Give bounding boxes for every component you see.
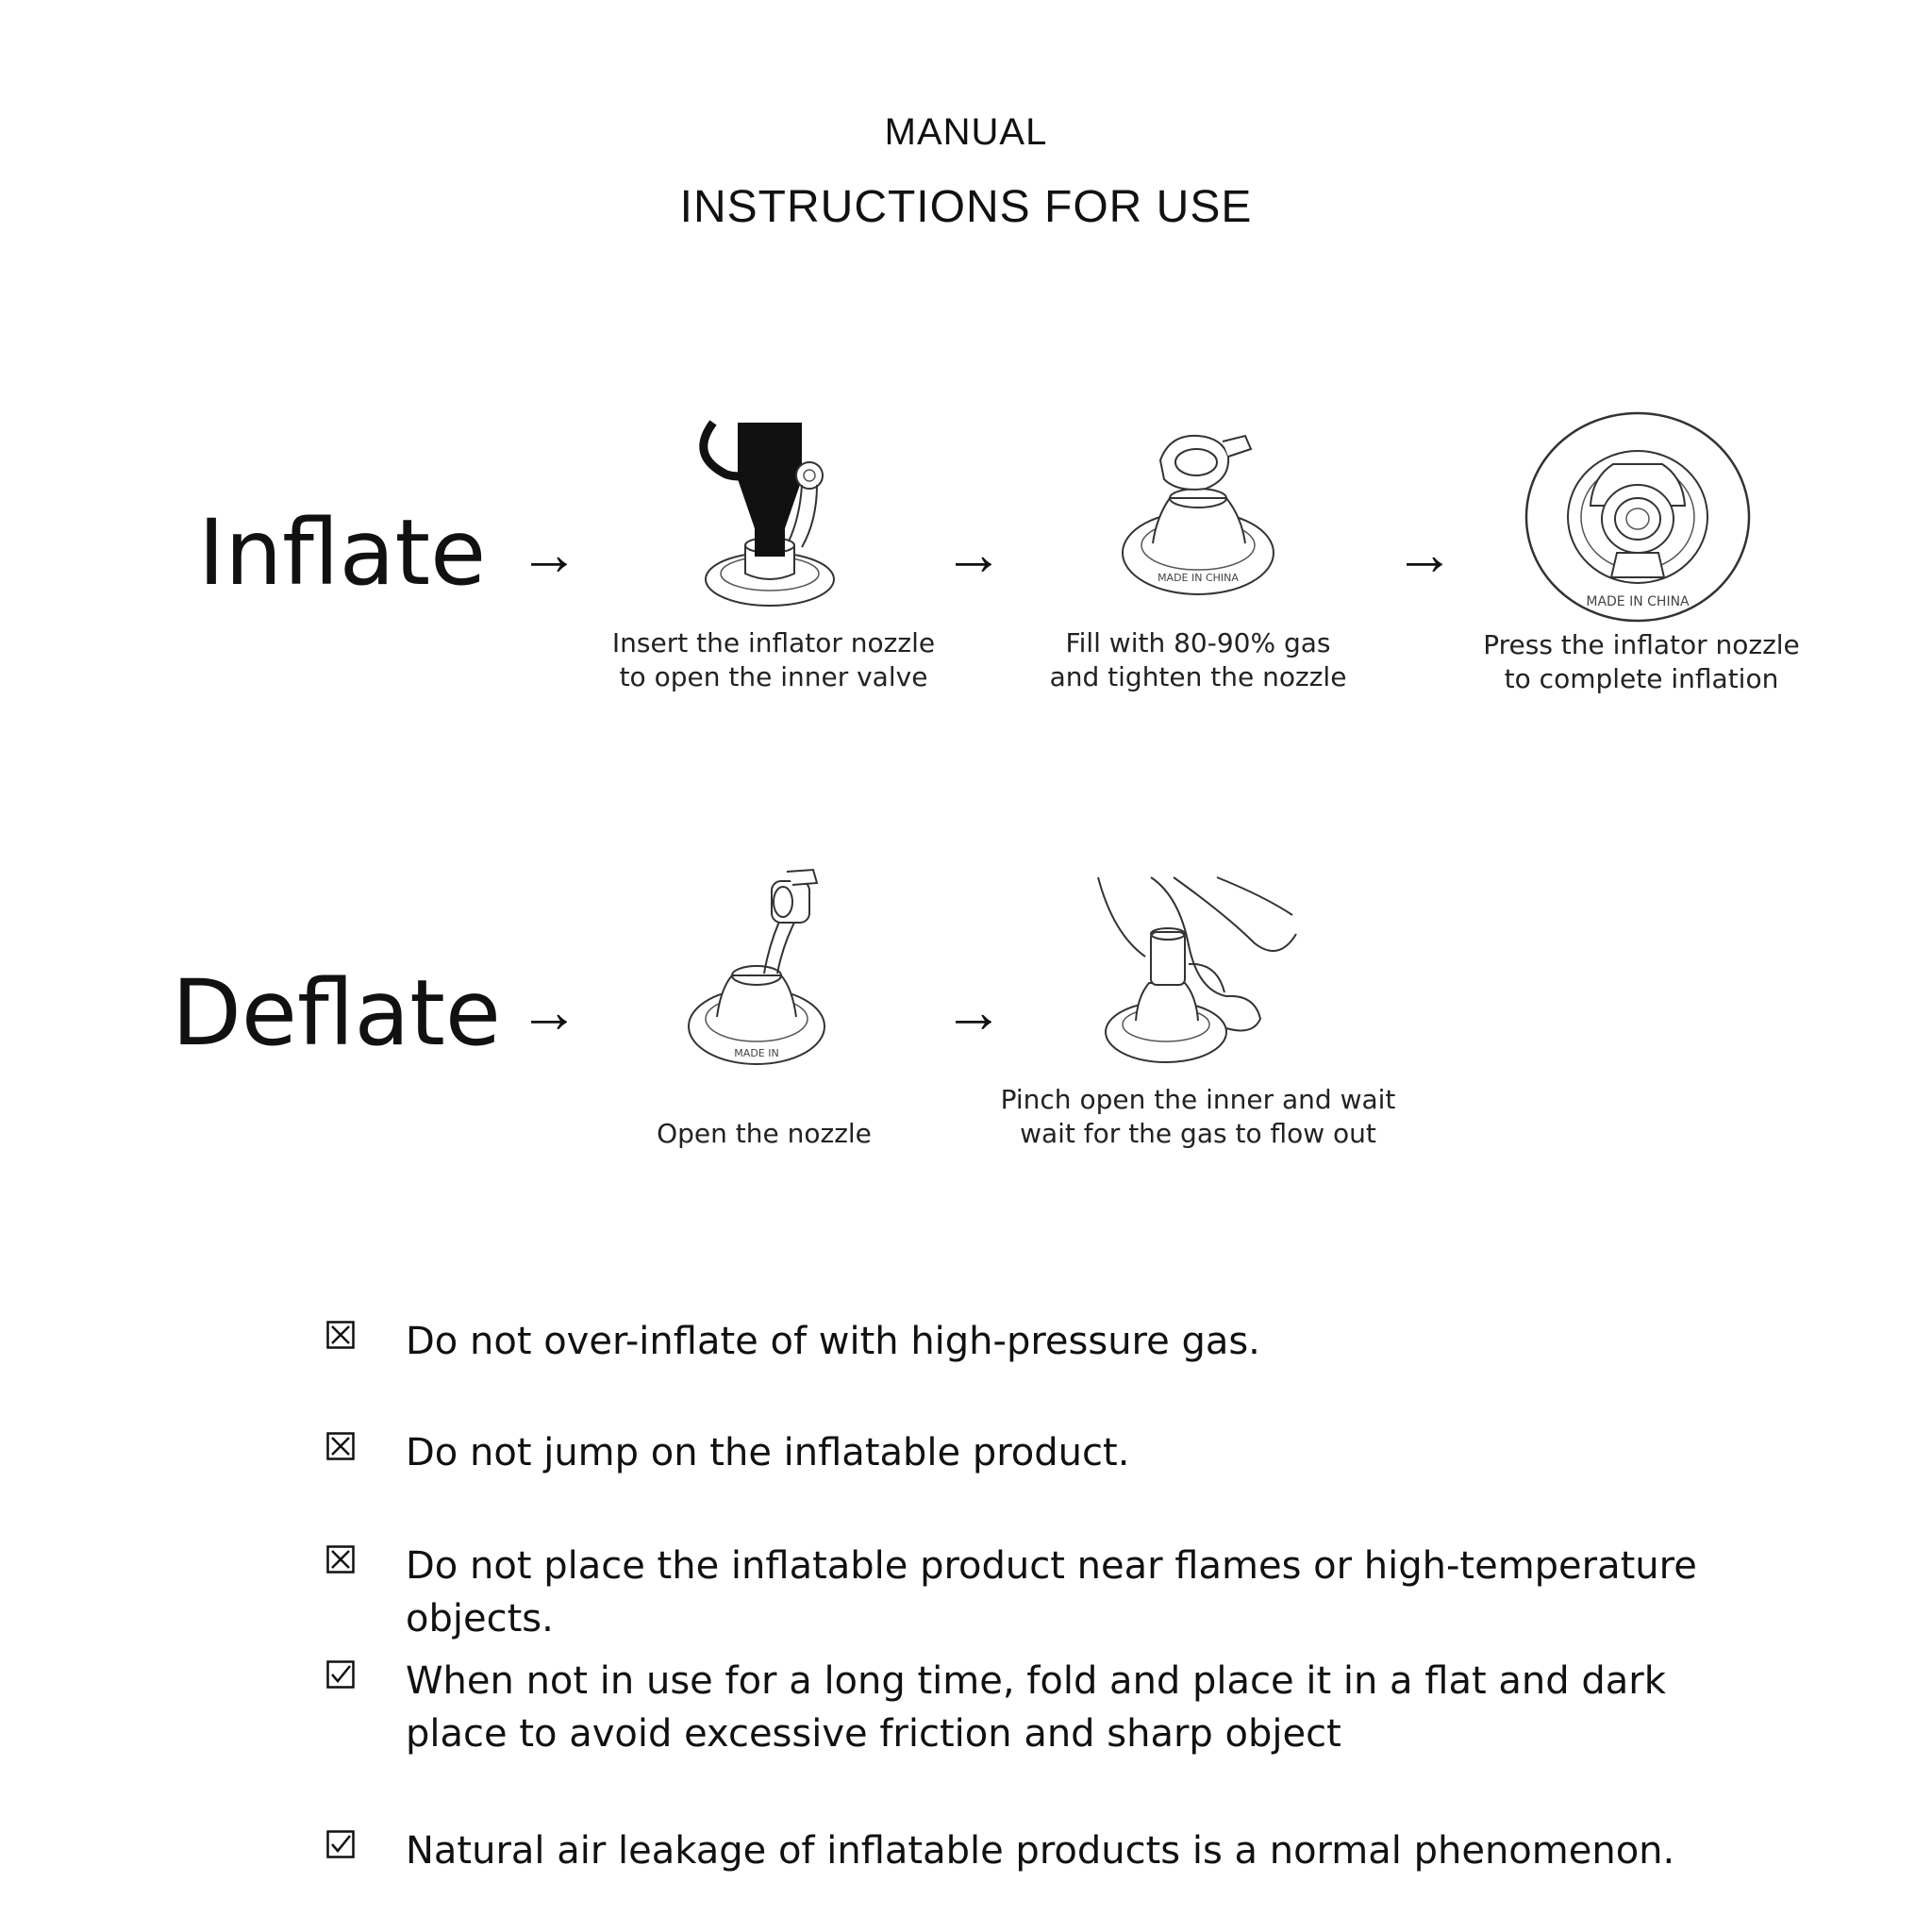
page-title: INSTRUCTIONS FOR USE bbox=[679, 182, 1253, 232]
manual-heading: MANUAL bbox=[884, 111, 1048, 153]
arrow-icon: → bbox=[519, 520, 579, 588]
inflate-label: Inflate bbox=[198, 500, 487, 606]
inflate-step-1-caption: Insert the inflator nozzle to open the inner valve bbox=[611, 627, 936, 692]
svg-text:MADE IN: MADE IN bbox=[734, 1047, 779, 1059]
deflate-label: Deflate bbox=[172, 960, 501, 1066]
prohibited-checkbox-icon bbox=[326, 1321, 355, 1349]
arrow-icon: → bbox=[943, 977, 1004, 1045]
valve-cap-open-icon bbox=[1104, 423, 1302, 621]
arrow-icon: → bbox=[519, 977, 579, 1045]
note-text: Do not jump on the inflatable product. bbox=[406, 1431, 1130, 1474]
inflate-step-2-caption: Fill with 80-90% gas and tighten the nozzle bbox=[1049, 627, 1347, 692]
svg-text:MADE IN CHINA: MADE IN CHINA bbox=[1586, 594, 1690, 609]
pump-nozzle-inserted-icon bbox=[651, 423, 868, 621]
note-text: When not in use for a long time, fold and place it in a flat and dark place to avoid excessive friction and sharp object bbox=[406, 1659, 1666, 1756]
allowed-checkbox-icon bbox=[326, 1830, 355, 1858]
hand-pinch-valve-icon bbox=[1094, 877, 1302, 1066]
deflate-step-1-caption: Open the nozzle bbox=[657, 1118, 872, 1149]
note-text: Do not over-inflate of with high-pressure gas. bbox=[406, 1320, 1260, 1363]
allowed-checkbox-icon bbox=[326, 1660, 355, 1689]
svg-text:MADE IN CHINA: MADE IN CHINA bbox=[1158, 572, 1239, 584]
inflate-step-3-caption: Press the inflator nozzle to complete inflation bbox=[1483, 629, 1800, 694]
deflate-step-2-caption: Pinch open the inner and wait wait for the gas to flow out bbox=[1000, 1084, 1396, 1149]
note-text: Natural air leakage of inflatable products is a normal phenomenon. bbox=[406, 1829, 1675, 1873]
prohibited-checkbox-icon bbox=[326, 1545, 355, 1574]
valve-open-icon bbox=[679, 868, 840, 1085]
prohibited-checkbox-icon bbox=[326, 1432, 355, 1460]
note-text: Do not place the inflatable product near flames or high-temperature objects. bbox=[406, 1544, 1697, 1641]
arrow-icon: → bbox=[943, 520, 1004, 588]
arrow-icon: → bbox=[1394, 520, 1455, 588]
valve-top-view-icon bbox=[1523, 411, 1753, 628]
